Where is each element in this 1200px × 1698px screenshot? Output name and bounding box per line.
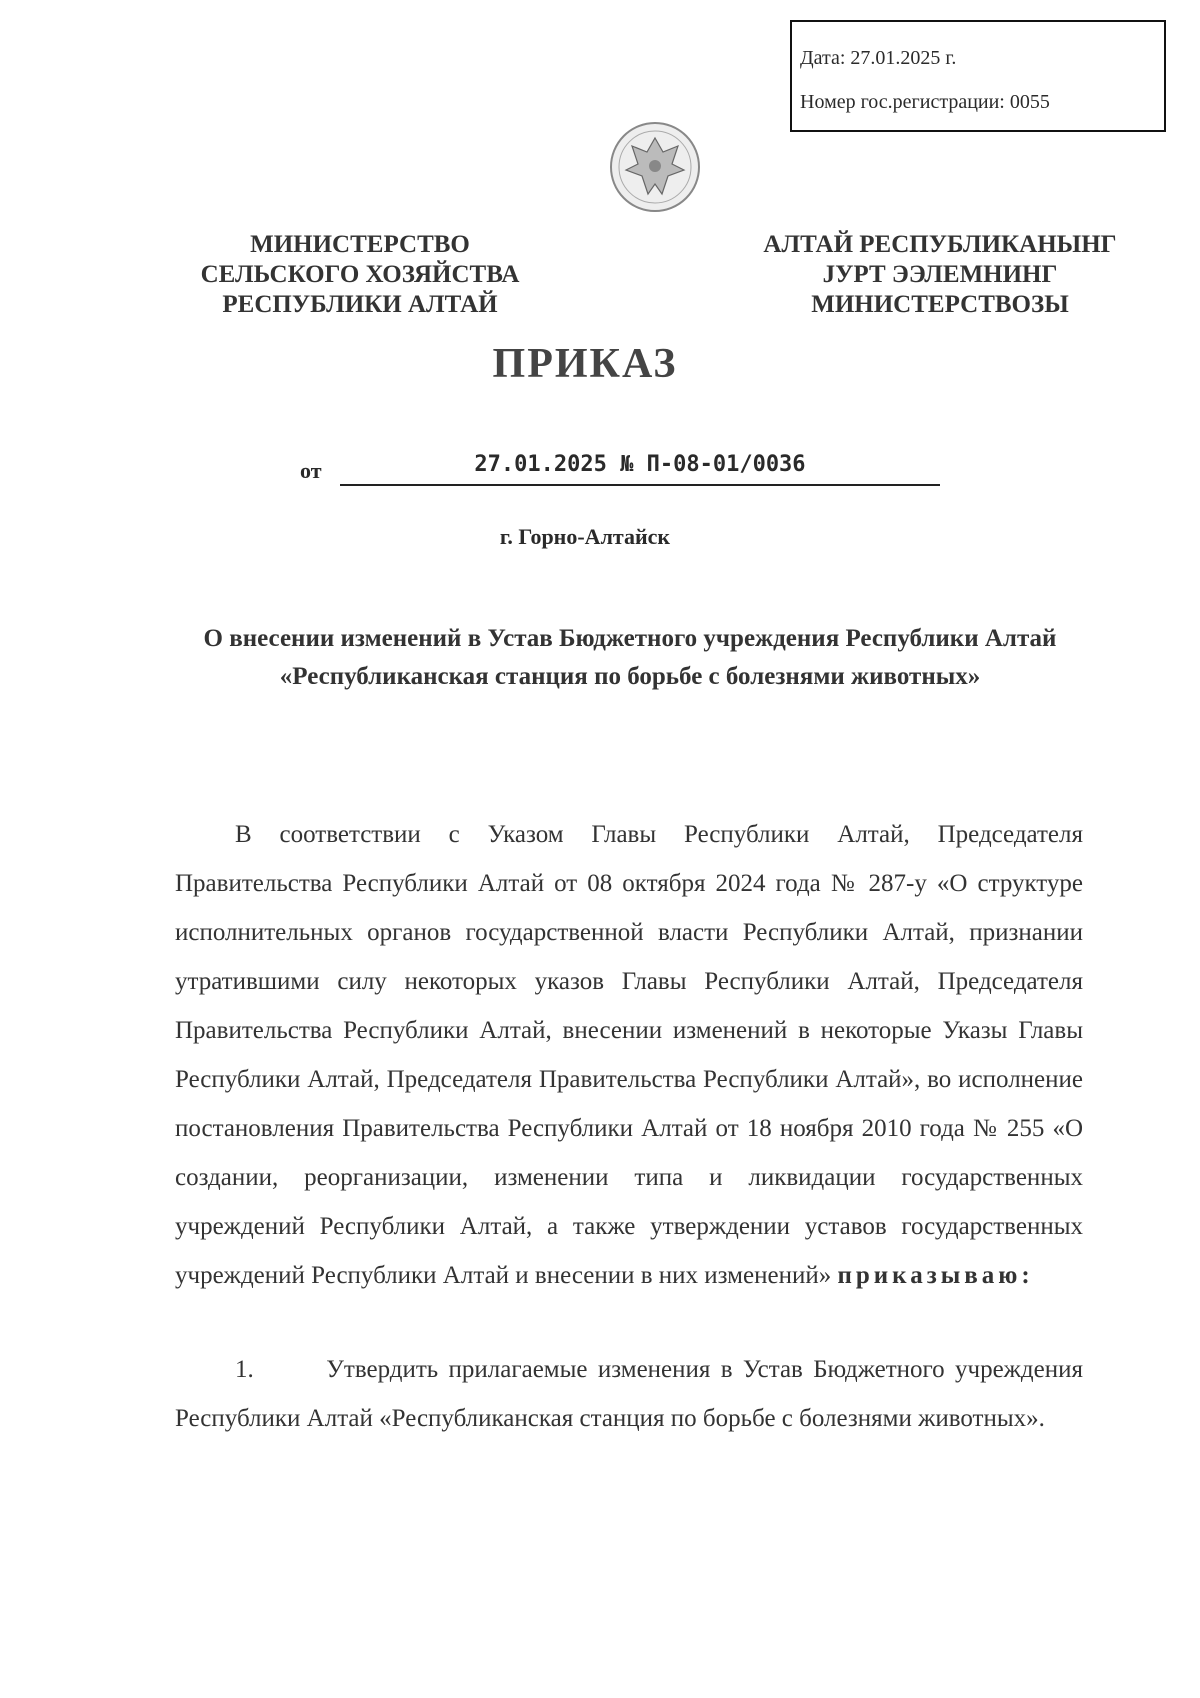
item-text: Утвердить прилагаемые изменения в Устав Бюджетного учреждения Республики Алтай «Республиканская станция по борьбе с болезнями животных». [175,1356,1084,1432]
order-number-underline [340,484,940,486]
header-right-line: АЛТАЙ РЕСПУБЛИКАНЫНГ [763,231,1117,258]
preamble-text: В соответствии с Указом Главы Республики Алтай, Председателя Правительства Республики Алтай от 08 октября 2024 года № 287-у «О структуре исполнительных органов государственной власти Республики Алтай, признании утратившими силу некоторых указов Главы Республики Алтай, Председателя Правительства Республики Алтай, внесении изменений в некоторые Указы Главы Республики Алтай, Председателя Правительства Республики Алтай», во исполнение постановления Правительства Республики Алтай от 18 ноября 2010 года № 255 «О создании, реорганизации, изменении типа и ликвидации государственных учреждений Республики Алтай, а также утверждении уставов государственных учреждений Республики Алтай и внесении в них изменений» [175,821,1083,1289]
date-value: 27.01.2025 г. [850,47,957,69]
order-number: 27.01.2025 № П-08-01/0036 [474,452,806,477]
header-left-line: РЕСПУБЛИКИ АЛТАЙ [222,291,498,318]
order-word: приказываю: [837,1262,1034,1289]
from-label: от [300,458,322,483]
order-item-1 [175,1345,1083,1443]
date-label: Дата: [800,47,846,69]
reg-number-value: 0055 [1009,91,1050,113]
header-left-line: СЕЛЬСКОГО ХОЗЯЙСТВА [200,261,520,288]
header-right-line: ЈУРТ ЭЭЛЕМНИНГ [822,261,1058,288]
ministry-name-russian [180,230,540,320]
document-type-title: ПРИКАЗ [492,341,678,387]
item-number: 1. [235,1356,254,1383]
city: г. Горно-Алтайск [499,524,671,549]
order-subject: О внесении изменений в Устав Бюджетного учреждения Республики Алтай «Республиканская станция по борьбе с болезнями животных» [203,625,1057,690]
registration-box [790,20,1166,132]
preamble-paragraph [175,810,1083,1300]
coat-of-arms-emblem [608,120,702,219]
header-left-line: МИНИСТЕРСТВО [250,231,470,258]
header-right-line: МИНИСТЕРСТВОЗЫ [811,291,1069,318]
reg-number-label: Номер гос.регистрации: [800,91,1005,113]
ministry-name-altai [750,230,1130,320]
